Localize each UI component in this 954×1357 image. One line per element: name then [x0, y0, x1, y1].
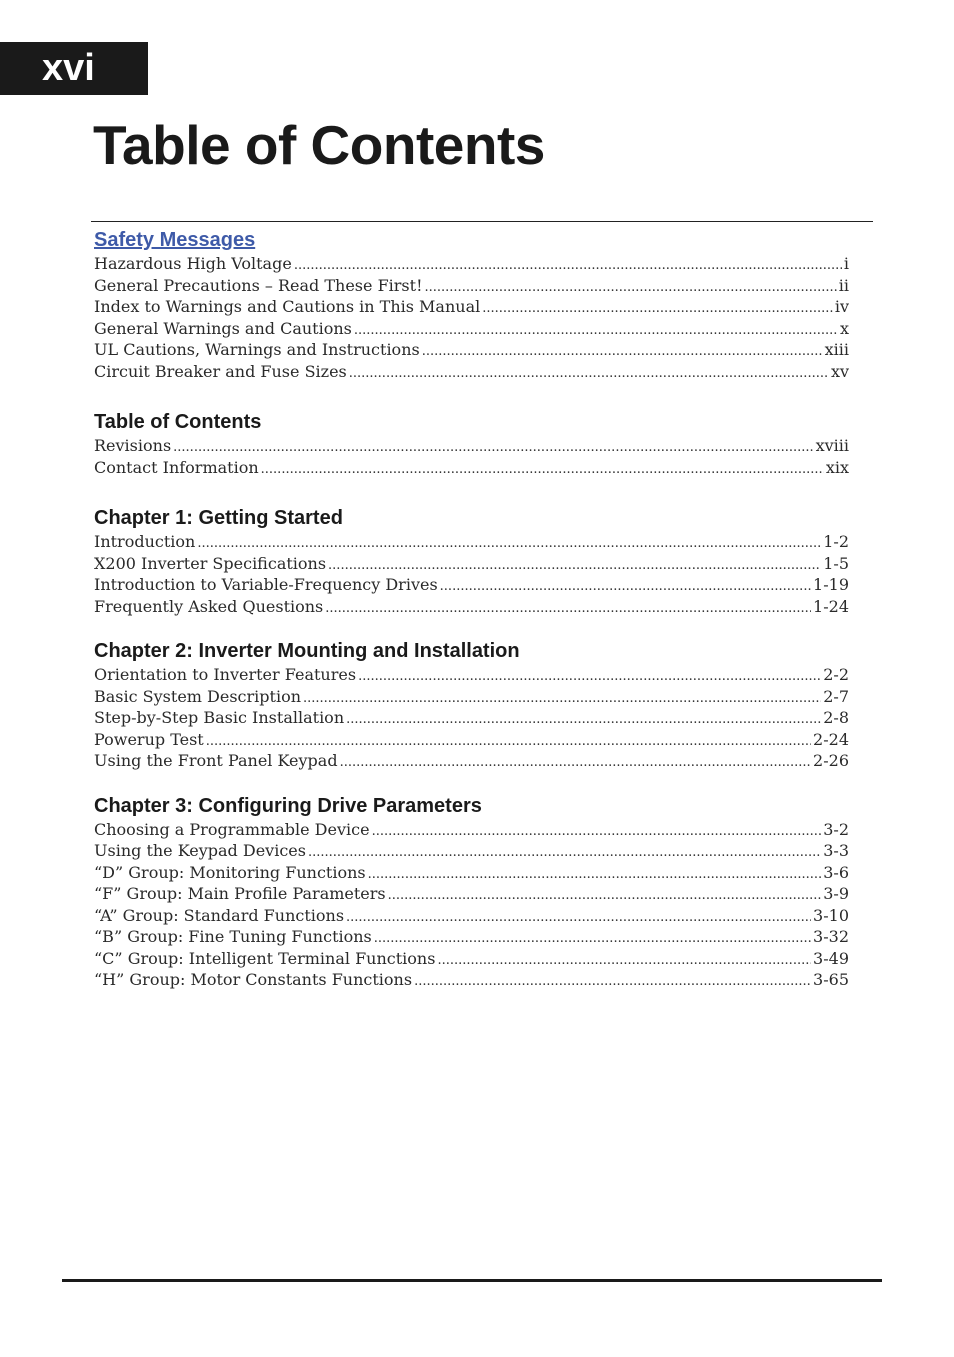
toc-entry[interactable]	[94, 883, 849, 905]
toc-entry[interactable]	[94, 707, 849, 729]
toc-entry[interactable]	[94, 253, 849, 275]
toc-entry[interactable]	[94, 664, 849, 686]
entry-title: Powerup Test	[94, 729, 204, 749]
dot-leader	[303, 686, 821, 708]
table-of-contents	[94, 228, 849, 991]
entry-title: Orientation to Inverter Features	[94, 665, 357, 684]
entry-page-number: 3-32	[813, 927, 849, 946]
dot-leader	[358, 664, 821, 686]
entry-title: “C” Group: Intelligent Terminal Functions	[94, 948, 436, 968]
entry-title: “B” Group: Fine Tuning Functions	[94, 927, 372, 946]
entry-title: Introduction	[94, 532, 196, 551]
entry-page-number: xviii	[815, 436, 849, 455]
entry-page-number: i	[843, 254, 849, 273]
dot-leader	[388, 883, 822, 905]
section-heading-chapter-1: Chapter 1: Getting Started	[94, 507, 343, 529]
toc-entry[interactable]	[94, 275, 849, 297]
entry-page-number: 2-8	[823, 708, 849, 727]
entry-page-number: 1-5	[823, 553, 849, 573]
entry-page-number: 3-65	[813, 970, 849, 989]
section-spacer	[94, 382, 849, 410]
entry-title: Using the Front Panel Keypad	[94, 751, 338, 770]
dot-leader	[308, 840, 821, 862]
toc-entry[interactable]	[94, 435, 849, 457]
footer-divider	[62, 1279, 882, 1282]
page-title: Table of Contents	[93, 114, 545, 176]
entry-page-number: xiii	[824, 340, 849, 359]
entry-title: “F” Group: Main Profile Parameters	[94, 884, 386, 903]
dot-leader	[346, 707, 821, 729]
section-spacer	[94, 772, 849, 794]
toc-entry[interactable]	[94, 339, 849, 361]
dot-leader	[173, 435, 813, 457]
dot-leader	[294, 253, 842, 275]
entry-title: “A” Group: Standard Functions	[94, 905, 345, 925]
toc-entry[interactable]	[94, 361, 849, 383]
entry-page-number: 2-7	[823, 686, 849, 706]
section-heading-chapter-3: Chapter 3: Configuring Drive Parameters	[94, 794, 482, 817]
entry-title: “D” Group: Monitoring Functions	[94, 862, 366, 882]
toc-section-safety-messages	[94, 228, 849, 382]
entry-title: Introduction to Variable-Frequency Drives	[94, 575, 438, 594]
entry-title: General Warnings and Cautions	[94, 318, 352, 338]
dot-leader	[325, 596, 811, 618]
toc-section-table-of-contents	[94, 410, 849, 478]
entry-page-number: 3-9	[823, 884, 849, 903]
entry-page-number: 3-10	[813, 905, 849, 925]
page-number-tab: xvi	[0, 42, 148, 95]
dot-leader	[354, 318, 838, 340]
entry-title: Hazardous High Voltage	[94, 254, 292, 273]
toc-section-chapter-3	[94, 794, 849, 991]
section-heading-safety-messages[interactable]: Safety Messages	[94, 229, 256, 251]
entry-title: X200 Inverter Specifications	[94, 553, 327, 573]
dot-leader	[414, 969, 811, 991]
dot-leader	[372, 819, 822, 841]
entry-title: Index to Warnings and Cautions in This Manual	[94, 297, 481, 316]
entry-page-number: iv	[834, 297, 849, 316]
dot-leader	[328, 553, 821, 575]
toc-entry[interactable]	[94, 296, 849, 318]
entry-title: Step-by-Step Basic Installation	[94, 708, 345, 727]
section-heading-chapter-2: Chapter 2: Inverter Mounting and Installation	[94, 640, 520, 662]
entry-title: General Precautions – Read These First!	[94, 275, 423, 295]
entry-page-number: 1-19	[813, 575, 849, 594]
entry-title: “H” Group: Motor Constants Functions	[94, 970, 413, 989]
dot-leader	[437, 948, 811, 970]
dot-leader	[346, 905, 811, 927]
entry-title: Using the Keypad Devices	[94, 841, 306, 860]
entry-page-number: 2-24	[813, 729, 849, 749]
section-heading-table-of-contents: Table of Contents	[94, 411, 262, 433]
dot-leader	[340, 750, 811, 772]
entry-page-number: 3-2	[823, 819, 849, 839]
entry-title: Revisions	[94, 436, 172, 455]
entry-page-number: ii	[838, 275, 849, 295]
dot-leader	[425, 275, 837, 297]
toc-entry[interactable]	[94, 531, 849, 553]
dot-leader	[374, 926, 811, 948]
toc-entry[interactable]	[94, 948, 849, 970]
toc-entry[interactable]	[94, 596, 849, 618]
entry-title: Frequently Asked Questions	[94, 596, 324, 616]
toc-entry[interactable]	[94, 750, 849, 772]
entry-page-number: x	[839, 318, 849, 338]
toc-section-chapter-2	[94, 639, 849, 772]
dot-leader	[422, 339, 823, 361]
toc-entry[interactable]	[94, 729, 849, 751]
toc-entry[interactable]	[94, 574, 849, 596]
toc-section-chapter-1	[94, 506, 849, 617]
entry-page-number: 3-3	[823, 841, 849, 860]
entry-page-number: 1-2	[823, 532, 849, 551]
entry-title: Basic System Description	[94, 686, 301, 706]
dot-leader	[440, 574, 811, 596]
entry-title: Circuit Breaker and Fuse Sizes	[94, 361, 347, 381]
title-divider	[91, 221, 873, 222]
toc-entry[interactable]	[94, 840, 849, 862]
dot-leader	[206, 729, 811, 751]
section-spacer	[94, 617, 849, 639]
entry-title: UL Cautions, Warnings and Instructions	[94, 340, 420, 359]
entry-title: Contact Information	[94, 457, 259, 477]
toc-entry[interactable]	[94, 926, 849, 948]
entry-page-number: 3-6	[823, 862, 849, 882]
entry-title: Choosing a Programmable Device	[94, 819, 370, 839]
toc-entry[interactable]	[94, 686, 849, 708]
entry-page-number: xv	[830, 361, 849, 381]
dot-leader	[349, 361, 829, 383]
dot-leader	[482, 296, 833, 318]
toc-entry[interactable]	[94, 318, 849, 340]
toc-entry[interactable]	[94, 862, 849, 884]
entry-page-number: xix	[825, 457, 849, 477]
entry-page-number: 3-49	[813, 948, 849, 968]
dot-leader	[368, 862, 822, 884]
entry-page-number: 2-26	[813, 751, 849, 770]
section-spacer	[94, 478, 849, 506]
dot-leader	[197, 531, 821, 553]
entry-page-number: 1-24	[813, 596, 849, 616]
toc-entry[interactable]	[94, 553, 849, 575]
toc-entry[interactable]	[94, 819, 849, 841]
dot-leader	[261, 457, 824, 479]
entry-page-number: 2-2	[823, 665, 849, 684]
toc-entry[interactable]	[94, 905, 849, 927]
toc-entry[interactable]	[94, 457, 849, 479]
toc-entry[interactable]	[94, 969, 849, 991]
